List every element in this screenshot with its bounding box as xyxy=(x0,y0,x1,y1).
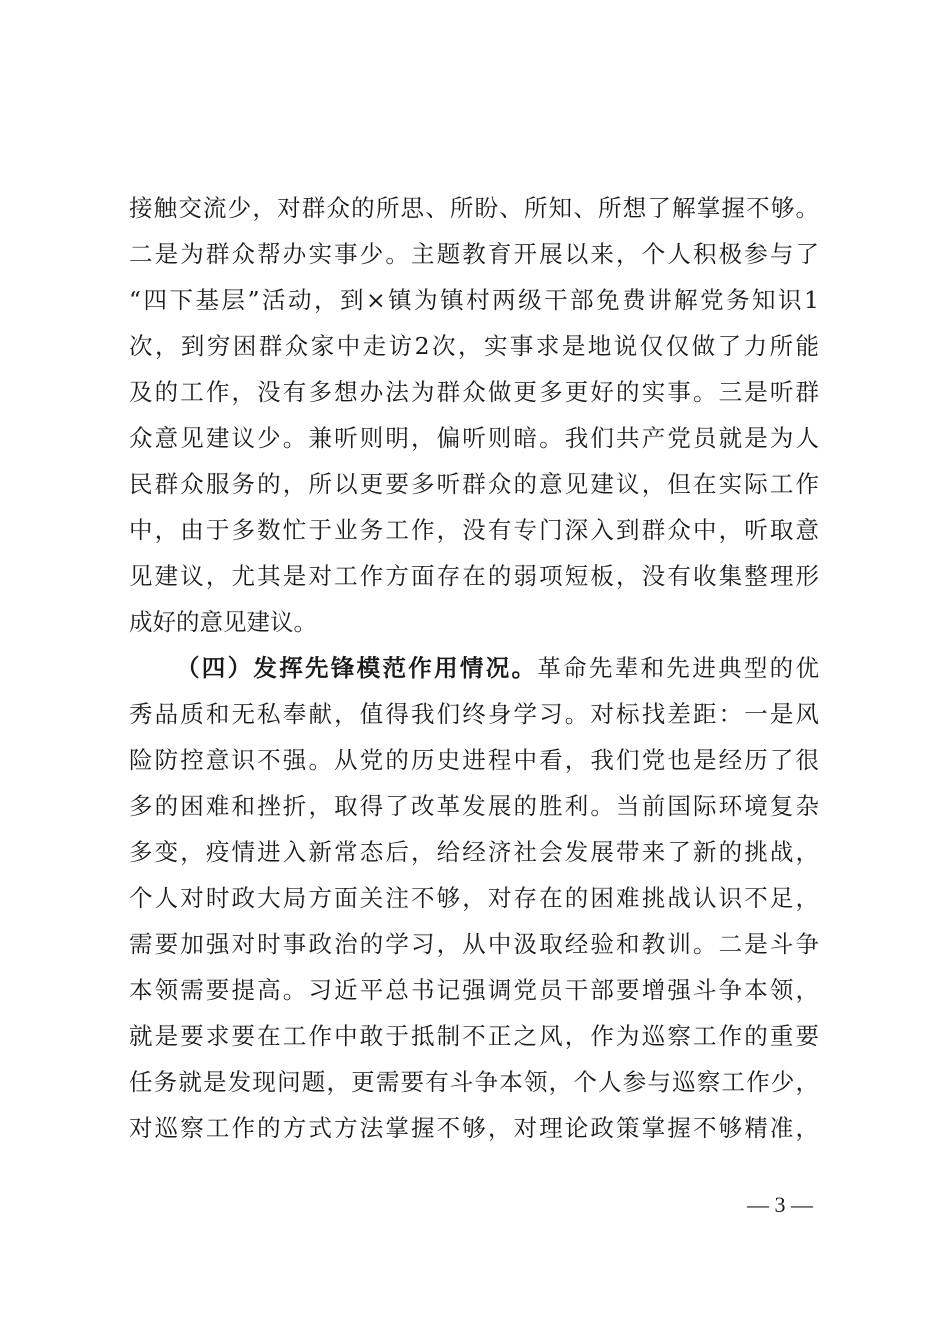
text-line: 次，到穷困群众家中走访2次，实事求是地说仅仅做了力所能 xyxy=(129,332,819,360)
text-line: 就是要求要在工作中敢于抵制不正之风，作为巡察工作的重要 xyxy=(129,1022,819,1050)
text-line: 多变，疫情进入新常态后，给经济社会发展带来了新的挑战， xyxy=(129,838,819,866)
text-line: 需要加强对时事政治的学习，从中汲取经验和教训。二是斗争 xyxy=(129,930,819,958)
text-line: 多的困难和挫折，取得了改革发展的胜利。当前国际环境复杂 xyxy=(129,792,819,820)
text-line: 民群众服务的，所以更要多听群众的意见建议，但在实际工作 xyxy=(129,470,819,498)
text-line: 本领需要提高。习近平总书记强调党员干部要增强斗争本领， xyxy=(129,976,819,1004)
text-line: 个人对时政大局方面关注不够，对存在的困难挑战认识不足， xyxy=(129,884,819,912)
text-line: 秀品质和无私奉献，值得我们终身学习。对标找差距：一是风 xyxy=(129,700,819,728)
text-line: “四下基层”活动，到×镇为镇村两级干部免费讲解党务知识1 xyxy=(129,286,819,314)
text-line: 中，由于多数忙于业务工作，没有专门深入到群众中，听取意 xyxy=(129,516,819,544)
text-line: 险防控意识不强。从党的历史进程中看，我们党也是经历了很 xyxy=(129,746,819,774)
text-line: 任务就是发现问题，更需要有斗争本领，个人参与巡察工作少， xyxy=(129,1068,819,1096)
text-line: 及的工作，没有多想办法为群众做更多更好的实事。三是听群 xyxy=(129,378,819,406)
text-line: 对巡察工作的方式方法掌握不够，对理论政策掌握不够精准， xyxy=(129,1114,819,1142)
section-four-first-line xyxy=(176,645,819,691)
text-line: 见建议，尤其是对工作方面存在的弱项短板，没有收集整理形 xyxy=(129,562,819,590)
text-line: 接触交流少，对群众的所思、所盼、所知、所想了解掌握不够。 xyxy=(129,194,819,222)
text-line: 成好的意见建议。 xyxy=(129,608,317,636)
text-line: 二是为群众帮办实事少。主题教育开展以来，个人积极参与了 xyxy=(129,240,819,268)
text-line: 众意见建议少。兼听则明，偏听则暗。我们共产党员就是为人 xyxy=(129,424,819,452)
page-number: — 3 — xyxy=(747,1192,813,1217)
section-first-line-text: 革命先辈和先进典型的优 xyxy=(537,654,819,682)
section-heading: （四）发挥先锋模范作用情况。 xyxy=(176,654,538,682)
